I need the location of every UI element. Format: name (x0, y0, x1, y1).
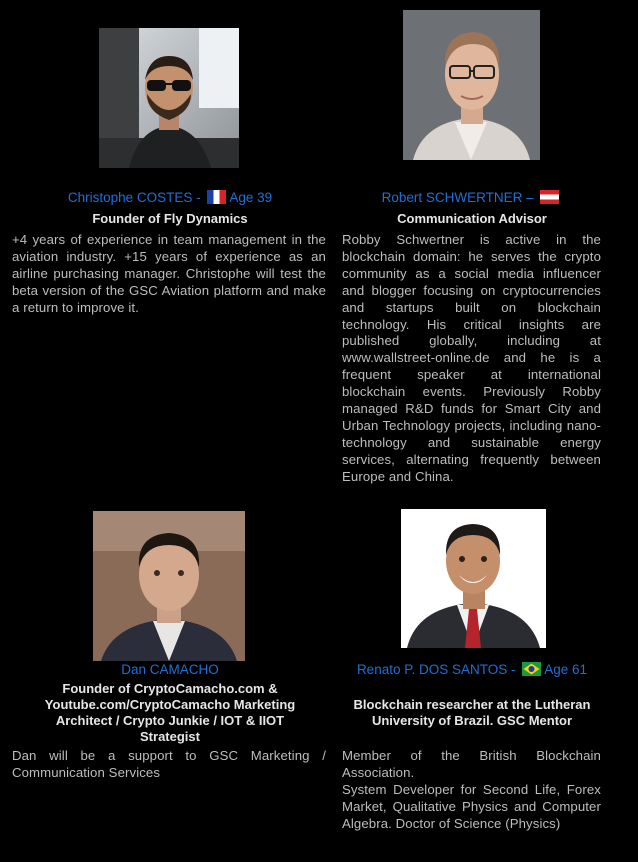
person-title: Founder of CryptoCamacho.com & Youtube.com/CryptoCamacho Marketing Architect / Crypto Junkie / IOT & IIOT Strategist (44, 681, 296, 744)
person-bio (12, 748, 326, 782)
name-line-robert (334, 190, 610, 205)
person-bio (342, 232, 601, 486)
person-name: Robert SCHWERTNER – (381, 190, 538, 205)
person-bio (342, 748, 601, 833)
smiling-man-red-tie-photo (401, 509, 546, 648)
person-name: Dan CAMACHO (121, 662, 219, 677)
bio-paragraph: Member of the British Blockchain Association. (342, 748, 601, 780)
person-age: Age 61 (544, 662, 588, 677)
person-name: Christophe COSTES - (67, 190, 205, 205)
france-flag-icon (207, 190, 226, 204)
brazil-flag-icon (522, 662, 541, 676)
person-in-car-photo (99, 28, 239, 168)
austria-flag-icon (540, 190, 559, 204)
person-title: Founder of Fly Dynamics (92, 211, 248, 226)
bio-paragraph: Robby Schwertner is active in the blockchain domain: he serves the crypto community as a social media influencer and blogger focusing on cryptocurrencies and startups built on blockchain technology. His critical insights are published globally, including at www.wallstreet-online.de and he is a frequent speaker at international blockchain events. Previously Robby managed R&D funds for Smart City and Urban Technology projects, including nano-technology and sustainable energy services, alternating frequently between Europe and China. (342, 232, 601, 484)
name-line-dan (12, 662, 328, 677)
bio-paragraph: +4 years of experience in team management in the aviation industry. +15 years of experience as an airline purchasing manager. Christophe will test the beta version of the GSC Aviation platform and make a return to improve it. (12, 232, 326, 315)
person-name: Renato P. DOS SANTOS - (356, 662, 520, 677)
bio-paragraph: System Developer for Second Life, Forex Market, Qualitative Physics and Computer Algebra. Doctor of Science (Physics) (342, 781, 601, 831)
name-line-christophe (12, 190, 328, 205)
person-bio (12, 232, 326, 317)
man-with-glasses-photo (403, 10, 540, 160)
person-title: Blockchain researcher at the Lutheran University of Brazil. GSC Mentor (353, 697, 591, 728)
person-age: Age 39 (229, 190, 273, 205)
person-title: Communication Advisor (397, 211, 547, 226)
smiling-man-in-suit-photo (93, 511, 245, 661)
bio-paragraph: Dan will be a support to GSC Marketing / Communication Services (12, 748, 326, 780)
name-line-renato (334, 662, 610, 677)
